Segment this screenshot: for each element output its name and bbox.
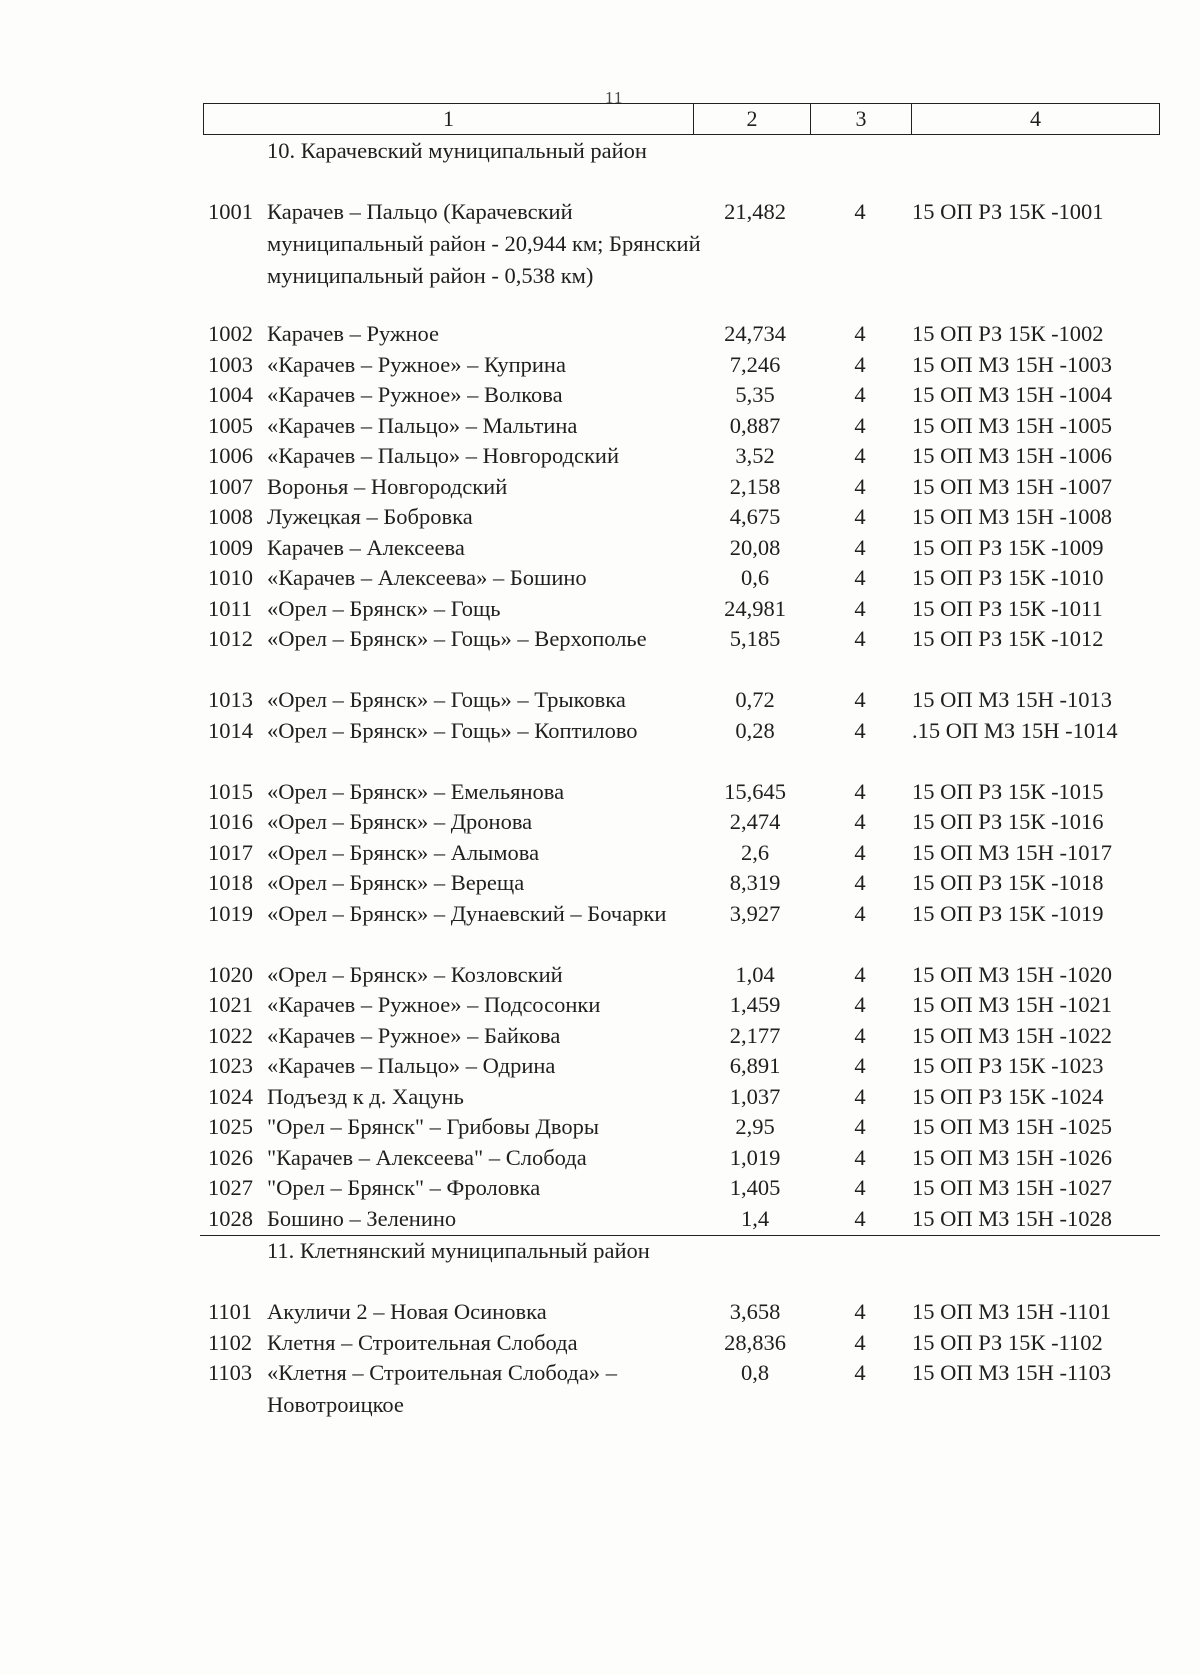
section-title: 10. Карачевский муниципальный район xyxy=(267,138,647,163)
road-code: .15 ОП МЗ 15Н -1014 xyxy=(912,717,1118,743)
road-length: 0,28 xyxy=(735,717,775,743)
header-col-1: 1 xyxy=(204,104,694,134)
row-number: 1007 xyxy=(208,473,253,499)
road-length: 1,037 xyxy=(729,1083,781,1109)
road-code: 15 ОП МЗ 15Н -1003 xyxy=(912,351,1113,377)
road-name: «Орел – Брянск» – Козловский xyxy=(267,961,563,987)
road-name: «Карачев – Пальцо» – Новгородский xyxy=(267,443,620,468)
road-code: 15 ОП МЗ 15Н -1028 xyxy=(912,1205,1113,1231)
road-name: «Орел – Брянск» – Гощь» – Коптилово xyxy=(267,717,638,743)
road-name: Подъезд к д. Хацунь xyxy=(267,1083,464,1109)
road-category: 4 xyxy=(854,1175,866,1200)
road-name: «Карачев – Ружное» – Подсосонки xyxy=(267,992,601,1017)
road-category: 4 xyxy=(854,1144,866,1170)
road-length: 3,658 xyxy=(729,1299,781,1324)
road-length: 20,08 xyxy=(729,534,781,560)
road-length: 21,482 xyxy=(724,199,786,224)
row-number: 1010 xyxy=(208,565,253,590)
road-category: 4 xyxy=(854,717,866,743)
road-category: 4 xyxy=(854,961,866,987)
road-name: Лужецкая – Бобровка xyxy=(267,504,473,529)
road-code: 15 ОП МЗ 15Н -1013 xyxy=(912,687,1113,712)
road-name: «Орел – Брянск» – Дронова xyxy=(267,809,533,834)
road-name: «Карачев – Алексеева» – Бошино xyxy=(267,565,587,590)
road-length: 28,836 xyxy=(724,1329,786,1355)
road-length: 1,4 xyxy=(740,1205,770,1231)
road-category: 4 xyxy=(854,839,866,865)
road-length: 0,887 xyxy=(729,412,781,438)
row-number: 1025 xyxy=(208,1114,253,1139)
road-code: 15 ОП РЗ 15К -1024 xyxy=(912,1083,1104,1109)
road-length: 1,04 xyxy=(735,961,775,987)
row-number: 1103 xyxy=(208,1360,253,1385)
road-name: Карачев – Ружное xyxy=(267,321,440,346)
row-number: 1008 xyxy=(208,504,253,529)
road-name: "Карачев – Алексеева" – Слобода xyxy=(267,1144,587,1170)
road-length: 0,8 xyxy=(740,1360,770,1385)
road-code: 15 ОП РЗ 15К -1023 xyxy=(912,1053,1104,1078)
road-category: 4 xyxy=(854,565,866,590)
row-number: 1016 xyxy=(208,809,253,834)
road-name: «Орел – Брянск» – Гощь» – Трыковка xyxy=(267,687,626,712)
road-length: 0,72 xyxy=(735,687,775,712)
road-name: «Карачев – Ружное» – Куприна xyxy=(267,351,566,377)
road-length: 6,891 xyxy=(729,1053,781,1078)
road-category: 4 xyxy=(854,443,866,468)
row-number: 1017 xyxy=(208,839,253,865)
road-length: 0,6 xyxy=(740,565,770,590)
road-length: 2,158 xyxy=(729,473,781,499)
row-number: 1023 xyxy=(208,1053,253,1078)
road-length: 4,675 xyxy=(729,504,781,529)
road-code: 15 ОП РЗ 15К -1015 xyxy=(912,778,1104,804)
road-code: 15 ОП МЗ 15Н -1005 xyxy=(912,412,1113,438)
road-category: 4 xyxy=(854,351,866,377)
road-code: 15 ОП РЗ 15К -1002 xyxy=(912,321,1104,346)
road-length: 1,459 xyxy=(729,992,781,1017)
road-name: Карачев – Пальцо (Карачевский муниципальный район - 20,944 км; Брянский муниципальный район - 0,538 км) xyxy=(267,199,701,288)
road-category: 4 xyxy=(854,1205,866,1231)
road-name: «Карачев – Ружное» – Байкова xyxy=(267,1022,561,1048)
road-code: 15 ОП РЗ 15К -1001 xyxy=(912,199,1104,224)
road-category: 4 xyxy=(854,778,866,804)
road-code: 15 ОП МЗ 15Н -1017 xyxy=(912,839,1113,865)
road-code: 15 ОП МЗ 15Н -1007 xyxy=(912,473,1113,499)
road-category: 4 xyxy=(854,1360,866,1385)
row-number: 1102 xyxy=(208,1329,253,1355)
road-category: 4 xyxy=(854,687,866,712)
road-length: 2,6 xyxy=(740,839,770,865)
road-code: 15 ОП МЗ 15Н -1025 xyxy=(912,1114,1113,1139)
row-number: 1022 xyxy=(208,1022,253,1048)
road-length: 2,95 xyxy=(735,1114,775,1139)
row-number: 1014 xyxy=(208,717,253,743)
road-category: 4 xyxy=(854,1053,866,1078)
road-name: «Карачев – Пальцо» – Мальтина xyxy=(267,412,578,438)
road-length: 3,52 xyxy=(735,443,775,468)
header-col-3: 3 xyxy=(811,104,912,134)
road-code: 15 ОП РЗ 15К -1019 xyxy=(912,900,1104,926)
page-number: 11 xyxy=(605,88,624,107)
row-number: 1019 xyxy=(208,900,253,926)
road-category: 4 xyxy=(854,412,866,438)
road-length: 8,319 xyxy=(729,870,781,895)
road-category: 4 xyxy=(854,1022,866,1048)
row-number: 1004 xyxy=(208,382,253,407)
row-number: 1101 xyxy=(208,1299,253,1324)
road-name: Акуличи 2 – Новая Осиновка xyxy=(267,1299,547,1324)
road-length: 2,474 xyxy=(729,809,781,834)
road-name: «Клетня – Строительная Слобода» – Новотроицкое xyxy=(267,1360,617,1417)
road-name: "Орел – Брянск" – Фроловка xyxy=(267,1175,541,1200)
road-name: "Орел – Брянск" – Грибовы Дворы xyxy=(267,1114,599,1139)
road-length: 1,405 xyxy=(729,1175,781,1200)
road-category: 4 xyxy=(854,1329,866,1355)
road-code: 15 ОП МЗ 15Н -1022 xyxy=(912,1022,1113,1048)
road-code: 15 ОП РЗ 15К -1010 xyxy=(912,565,1104,590)
road-name: Клетня – Строительная Слобода xyxy=(267,1329,578,1355)
road-length: 2,177 xyxy=(729,1022,781,1048)
road-category: 4 xyxy=(854,1114,866,1139)
row-number: 1021 xyxy=(208,992,253,1017)
row-number: 1018 xyxy=(208,870,253,895)
row-number: 1009 xyxy=(208,534,253,560)
row-number: 1011 xyxy=(208,595,253,621)
road-category: 4 xyxy=(854,992,866,1017)
road-category: 4 xyxy=(854,595,866,621)
row-number: 1005 xyxy=(208,412,253,438)
road-category: 4 xyxy=(854,626,866,651)
road-category: 4 xyxy=(854,321,866,346)
road-length: 7,246 xyxy=(729,351,781,377)
road-category: 4 xyxy=(854,473,866,499)
row-number: 1012 xyxy=(208,626,253,651)
road-category: 4 xyxy=(854,199,866,224)
road-code: 15 ОП РЗ 15К -1012 xyxy=(912,626,1104,651)
road-code: 15 ОП РЗ 15К -1016 xyxy=(912,809,1104,834)
road-code: 15 ОП РЗ 15К -1009 xyxy=(912,534,1104,560)
road-category: 4 xyxy=(854,870,866,895)
road-category: 4 xyxy=(854,900,866,926)
road-category: 4 xyxy=(854,534,866,560)
road-code: 15 ОП МЗ 15Н -1020 xyxy=(912,961,1113,987)
road-category: 4 xyxy=(854,1083,866,1109)
road-name: Карачев – Алексеева xyxy=(267,534,465,560)
section-title: 11. Клетнянский муниципальный район xyxy=(267,1238,650,1263)
header-col-4: 4 xyxy=(1030,106,1041,131)
row-number: 1001 xyxy=(208,199,253,224)
road-length: 3,927 xyxy=(729,900,781,926)
road-length: 5,185 xyxy=(729,626,781,651)
road-length: 24,734 xyxy=(724,321,786,346)
row-number: 1003 xyxy=(208,351,253,377)
road-length: 5,35 xyxy=(735,382,775,407)
road-code: 15 ОП МЗ 15Н -1101 xyxy=(912,1299,1112,1324)
header-col-2: 2 xyxy=(694,104,811,134)
row-number: 1002 xyxy=(208,321,253,346)
road-code: 15 ОП МЗ 15Н -1006 xyxy=(912,443,1113,468)
road-category: 4 xyxy=(854,809,866,834)
road-code: 15 ОП РЗ 15К -1018 xyxy=(912,870,1104,895)
row-number: 1024 xyxy=(208,1083,253,1109)
road-code: 15 ОП РЗ 15К -1102 xyxy=(912,1329,1103,1355)
road-name: «Орел – Брянск» – Алымова xyxy=(267,839,540,865)
road-name: «Карачев – Пальцо» – Одрина xyxy=(267,1053,556,1078)
road-code: 15 ОП МЗ 15Н -1004 xyxy=(912,382,1113,407)
road-name: «Орел – Брянск» – Гощь» – Верхополье xyxy=(267,626,647,651)
road-category: 4 xyxy=(854,382,866,407)
road-name: Воронья – Новгородский xyxy=(267,473,508,499)
road-name: «Орел – Брянск» – Гощь xyxy=(267,595,501,621)
row-number: 1006 xyxy=(208,443,253,468)
road-length: 15,645 xyxy=(724,778,786,804)
row-number: 1020 xyxy=(208,961,253,987)
road-code: 15 ОП РЗ 15К -1011 xyxy=(912,595,1103,621)
row-number: 1026 xyxy=(208,1144,253,1170)
road-name: «Орел – Брянск» – Дунаевский – Бочарки xyxy=(267,900,667,926)
road-category: 4 xyxy=(854,504,866,529)
row-number: 1028 xyxy=(208,1205,253,1231)
row-number: 1015 xyxy=(208,778,253,804)
road-name: «Орел – Брянск» – Верещa xyxy=(267,870,525,895)
road-code: 15 ОП МЗ 15Н -1008 xyxy=(912,504,1113,529)
road-code: 15 ОП МЗ 15Н -1026 xyxy=(912,1144,1113,1170)
road-name: «Карачев – Ружное» – Волкова xyxy=(267,382,563,407)
road-name: Бошино – Зеленино xyxy=(267,1205,457,1231)
road-code: 15 ОП МЗ 15Н -1021 xyxy=(912,992,1113,1017)
road-length: 24,981 xyxy=(724,595,786,621)
row-number: 1013 xyxy=(208,687,253,712)
road-code: 15 ОП МЗ 15Н -1027 xyxy=(912,1175,1113,1200)
road-length: 1,019 xyxy=(729,1144,781,1170)
road-name: «Орел – Брянск» – Емельянова xyxy=(267,778,565,804)
road-category: 4 xyxy=(854,1299,866,1324)
road-code: 15 ОП МЗ 15Н -1103 xyxy=(912,1360,1112,1385)
row-number: 1027 xyxy=(208,1175,253,1200)
